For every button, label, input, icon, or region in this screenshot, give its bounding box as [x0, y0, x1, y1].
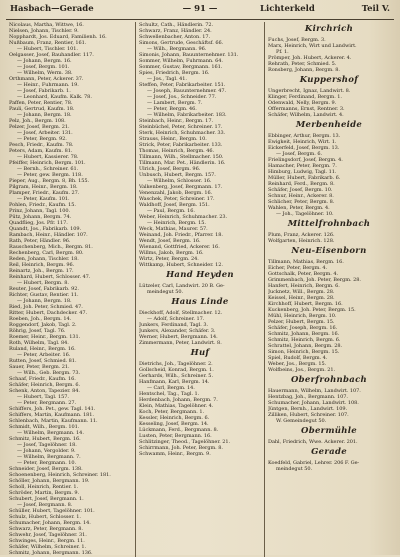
header-right-title: Lichterkeld [260, 4, 315, 14]
directory-entry: Schoenenberg, Heinrich, Schreiner. 181. [9, 472, 111, 478]
directory-entry: Ruland, Heinr., Bergm. 16. [9, 346, 76, 352]
directory-entry: — Leonhard, Kaufm. Kalk. 78. [17, 94, 92, 100]
directory-entry: Valkenberg, Josef, Bergmann. 17. [139, 184, 223, 190]
directory-entry: Roeben, Joh., Bergm. 14. [9, 316, 72, 322]
directory-entry: Hentzbag, Joh., Bergmann. 107. [268, 394, 348, 400]
directory-entry: — Josef, Tagelöhner. 18. [17, 442, 77, 448]
directory-entry: Lusten, Peter, Bergmann. 16. [139, 433, 212, 439]
directory-entry: Schäfer, Josef, Bergm. 10. [268, 187, 333, 193]
directory-entry: Kessler, Heinrich, Bergm. 6. [139, 415, 210, 421]
directory-entry: Schmitz, Johann, Bergm. 16. [268, 331, 340, 337]
directory-entry: Ritter, Hubert, Dachdecker. 47. [9, 310, 88, 316]
directory-entry: Pelz, Joh., Bergm. 108. [9, 118, 66, 124]
section-heading: Merbenheide [295, 120, 363, 130]
directory-entry: Richter, Gustav, Rentier. 11. [9, 292, 79, 298]
directory-entry: Pelzer, Josef, Bergm. 21. [9, 124, 70, 130]
directory-entry: Odenwald, Nelly, Bergm. 9. [268, 100, 337, 106]
directory-entry: Keissel, Heinr., Bergm. 28. [268, 295, 335, 301]
directory-entry: Strauss, Heinr., Bergm. 10. [139, 136, 207, 142]
directory-entry: Roemer, Heinr., Bergm. 131. [9, 334, 81, 340]
directory-entry: Strick, Peter, Fabrikarbeiter. 133. [139, 142, 223, 148]
directory-entry: Tillmann, Mathias, Bergm. 16. [268, 259, 344, 265]
directory-entry: Schöller, Johann, Bergmann. 19. [9, 478, 90, 484]
directory-entry: Jucknetz, Will., Bergm. 28. [268, 289, 335, 295]
directory-entry: — Hubert, Tischler. 101. [17, 46, 78, 52]
directory-entry: — Wilhelm, Bergmann. 14. [17, 430, 84, 436]
directory-entry: Kuckenberg, Joh. Peter, Bergm. 15. [268, 307, 356, 313]
directory-entry: Schrattel, Johann, Bergm. 28. [268, 343, 343, 349]
directory-entry: Prinz, Johann, Tagl. 100. [9, 208, 71, 214]
directory-entry: Nielsen, Johann, Tischler. 9. [9, 28, 79, 34]
directory-entry: Schwehr, Josef, Tagelöhner. 31. [9, 532, 87, 538]
directory-entry: — Johann, Bergm. 18. [17, 112, 72, 118]
directory-entry: — Bernh., Schreiner. 61. [17, 166, 79, 172]
directory-entry: — Josef, Bergm. 6. [276, 151, 322, 157]
page-header [6, 4, 394, 20]
directory-entry: Ungerbrecht, Ignaz, Landwirt. 8. [268, 88, 351, 94]
directory-entry: Waschek, Peter, Schreiner. 17. [139, 196, 215, 202]
directory-entry: Waldhoff, Josef, Bergm. 151. [139, 202, 210, 208]
directory-entry: Lützeler, Carl, Landwirt. 20 B. Ge- [139, 283, 225, 289]
directory-entry: Steffen, Peter, Fabrikarbeiter. 151. [139, 82, 226, 88]
directory-entry: — Johann, Bergm. 16. [17, 58, 72, 64]
directory-entry: — Josef, Fabrikarb. 1. [17, 88, 71, 94]
directory-entry: Sommer, Gustav, Bergmann. 161. [139, 64, 223, 70]
directory-entry: Schlicher, Peter, Bergm. 8. [268, 199, 335, 205]
directory-entry: Sauer, Peter, Bergm. 21. [9, 364, 70, 370]
directory-entry: Rauschenberg, Mich., Bergm. 81. [9, 244, 93, 250]
directory-entry: — Josef, Jos., Schneider. 77. [147, 94, 217, 100]
directory-entry: — Carl, Bergm. 14. [147, 385, 195, 391]
directory-entry: Hanfmann, Karl, Bergm. 14. [139, 379, 210, 385]
directory-entry: Mühl, Heinrich, Bergm. 10. [268, 313, 337, 319]
directory-entry: Marx, Heinrich, Wirt und Landwirt. [268, 43, 357, 49]
directory-entry: Junkers, Ferdinand, Tagl. 3. [139, 322, 208, 328]
directory-entry: Schäfer, Wilhelm, Landwirt. 4. [268, 112, 344, 118]
directory-entry: Schenk, Anton, Tapezier. 84. [9, 388, 80, 394]
section-heading: Kirchrich [304, 24, 354, 34]
directory-entry: Nicolaus, Martha, Wittwe, 16. [9, 22, 84, 28]
directory-entry: Weinand, Joh. Friedr., Pfarrer. 18. [139, 232, 223, 238]
directory-entry: Simonis, Johann, Bauunternehmer. 131. [139, 52, 239, 58]
header-right [260, 4, 390, 14]
directory-entry: Schüller, Hubert, Tagelöhner. 101. [9, 508, 95, 514]
directory-entry: — Lambert, Bergm. 7. [147, 100, 203, 106]
section-heading: Obermühle [301, 426, 357, 436]
directory-entry: Schubert, Josef, Bergmann. 1. [9, 496, 84, 502]
directory-entry: Ried, Joh. Peter, Schmied. 47. [9, 304, 83, 310]
directory-entry: — Peter, Arbeiter. 16. [17, 352, 71, 358]
directory-entry: Wolfgarten, Heinrich. 128. [268, 238, 335, 244]
directory-entry: Reinartz, Joh., Bergm. 17. [9, 268, 74, 274]
directory-entry: Wahlen, Peter, Bergm. 4. [268, 205, 330, 211]
directory-entry: Schmitz, Hubert, Bergm. 16. [9, 436, 81, 442]
directory-entry: — Peter, Bergm. 92. [17, 136, 67, 142]
section-heading: Gerade [311, 447, 347, 457]
directory-entry: Rehrath, Peter, Schmied. 5. [268, 61, 337, 67]
directory-entry: — Hubert, Bergm. 8. [17, 280, 69, 286]
directory-entry: Schwarz, Franz, Händler. 24. [139, 28, 212, 34]
directory-entry: Roth, Wilhelm, Tagl. 84. [9, 340, 69, 346]
directory-entry: Frielingsdorf, Josef, Bergm. 4. [268, 157, 343, 163]
directory-entry: Rechenberg, Carl, Bergm. 80. [9, 250, 84, 256]
directory-entry: — Wilhelm, Fabrikarbeiter. 183. [147, 112, 227, 118]
directory-entry: — Joseph, Bauunternehmer. 47. [147, 88, 227, 94]
directory-entry: Schmitz, Johann, Bergmann. 136. [9, 550, 93, 556]
directory-entry: Steinbüchel, Peter, Schreiner. 17. [139, 124, 223, 130]
directory-entry: Zimmermann, Peter, Landwirt. 8. [139, 340, 222, 346]
directory-entry: — Hubert, Tagl. 157. [17, 394, 69, 400]
directory-entry: — Josef, Arbeiter. 131. [17, 130, 73, 136]
directory-entry: Eicher, Peter, Bergm. 4. [268, 265, 328, 271]
directory-entry: Gerhards, Wilh., Schreiner. 5. [139, 373, 213, 379]
directory-entry: Pesch, Friedr., Kaufm. 78. [9, 142, 74, 148]
directory-entry: Wendt, Josef, Bergm. 16. [139, 238, 201, 244]
directory-entry: Schlenbach, Martin, Kaufmann. 11. [9, 418, 98, 424]
section-heading: Kuppershof [299, 75, 359, 85]
directory-entry: Müller, Hubert, Fabrikarb. 6. [268, 175, 341, 181]
directory-entry: — Hubert, Kassierer. 78. [17, 154, 79, 160]
directory-entry: Nußbaum, Franz, Rentier, 161. [9, 40, 87, 46]
header-part: Teil V. [361, 4, 390, 14]
directory-entry: Himburg, Ludwig, Tagl. 11. [268, 169, 337, 175]
directory-entry: Tillmann, Wilh., Stellmacher. 150. [139, 154, 224, 160]
directory-entry: Rutten, Josef, Schmied. 81. [9, 358, 77, 364]
directory-entry: Thomas, Heinrich, Bergm. 46. [139, 148, 215, 154]
directory-entry: Prömper, Joh. Hubert, Ackerer. 4. [268, 55, 352, 61]
directory-entry: — Josef, Bergmann. 8. [17, 502, 73, 508]
directory-entry: Dietrichs, Joh., Tagelöhner. 2. [139, 361, 213, 367]
directory-entry: Kesseling, Josef, Bergm. 14. [139, 421, 209, 427]
directory-entry: Junkers, Alexander, Schäfer. 3. [139, 328, 216, 334]
directory-entry: Kirchhoff, Hubert, Bergm. 16. [268, 301, 343, 307]
section-heading: Oberfrohnbach [290, 375, 368, 385]
directory-entry: Reden, Johann, Tischler. 18. [9, 256, 79, 262]
directory-entry: Simons, Gertrude, Geschäftsf. 66. [139, 40, 224, 46]
directory-entry: Schmitz, Heinrich, Bergm. 6. [268, 337, 341, 343]
columns [6, 22, 394, 557]
directory-entry: — Peter, Bergmann. 27. [17, 400, 77, 406]
directory-entry: Hanfert, Heinrich, Bergm. 6. [268, 283, 340, 289]
directory-entry: Schäfer, Joseph, Bergm. 16. [268, 325, 338, 331]
directory-entry: Gottschalk, Peter, Bergm. 4. [268, 271, 338, 277]
directory-entry: Schwinges, Heinr., Bergm. 11. [9, 538, 85, 544]
directory-entry: Nopphardt, Jos. Eduard, Familienh. 16. [9, 34, 107, 40]
directory-entry: Eickerfeld, Josef, Bergm. 13. [268, 145, 340, 151]
directory-entry: Schäfer, Heinrich, Bergm. 6. [9, 382, 81, 388]
directory-entry: Pf. 1. [276, 49, 289, 55]
directory-entry: Hentschel, Tag., Tagl. 1. [139, 391, 200, 397]
directory-entry: — Paul, Bergm. 16. [147, 208, 195, 214]
directory-entry: — Peter, gew. Bergm. 118. [17, 172, 83, 178]
directory-entry: Pauli, Gertrud, Kaufm. 18. [9, 106, 75, 112]
directory-entry: Koedfeld, Gabriel, Lehrer. 206 F. Ge- [268, 460, 360, 466]
directory-entry: Roggendorf, Jakob, Tagl. 2. [9, 322, 77, 328]
directory-entry: meindegut 50. [276, 466, 313, 472]
directory-entry: Peters, Adam, Kaufm. 81. [9, 148, 73, 154]
directory-entry: Sommer, Wilhelm, Fuhrmann. 64. [139, 58, 223, 64]
column-3 [264, 22, 393, 557]
directory-entry: Zilliken, Hubert, Schreiner. 107. [268, 412, 349, 418]
directory-entry: Scholl, Heinrich, Rentier. 1. [9, 484, 79, 490]
directory-entry: — Peter, Bergmann. 10. [17, 460, 77, 466]
column-1 [6, 22, 135, 557]
directory-entry: Hamacher, Peter, Bergm. 7. [268, 163, 337, 169]
directory-entry: Wirtz, Peter, Bergm. 24. [139, 256, 199, 262]
directory-entry: — Joh., Tagelöhner. 10. [276, 211, 334, 217]
page-number: — 91 — [182, 4, 218, 14]
directory-entry: Schulz, Hubert, Schlosser. 1. [9, 514, 81, 520]
directory-entry: Reil, Heinrich, Bergm. 96. [9, 262, 75, 268]
section-heading: Huf [190, 348, 210, 358]
section-heading: Hand Heyden [166, 270, 234, 280]
directory-entry: Hauermann, Wilhelm, Landwirt. 107. [268, 388, 361, 394]
directory-entry: Venenzahl, Jakob, Bergm. 16. [139, 190, 213, 196]
directory-entry: Klinger, Ferdinand, Bergm. 1. [268, 94, 342, 100]
directory-entry: — Wilhelm, Schlosser. 16. [147, 178, 212, 184]
directory-entry: Tillmann, Mar. Pet., Händlerin. 16. [139, 160, 226, 166]
directory-entry: Schiffers, Joh. Pet., gew. Tagl. 141. [9, 406, 96, 412]
directory-entry: Reinhard, Hubert, Schlosser. 47. [9, 274, 91, 280]
directory-entry: Orthmann, Peter, Ackerer. 37. [9, 76, 84, 82]
directory-entry: Schröder, Martin, Bergm. 9. [9, 490, 80, 496]
directory-entry: meindegut 50. [147, 289, 184, 295]
directory-entry: — Wilhelm, Bergmann. 7. [17, 454, 81, 460]
directory-entry: Schumacher, Johann, Bergm. 14. [9, 520, 91, 526]
directory-entry: Pelzer, Hubert, Bergm. 15. [268, 319, 335, 325]
directory-entry: Schirrmann, Joh. Peter, Bergm. 8. [139, 445, 223, 451]
directory-entry: Spies, Friedrich, Bergm. 16. [139, 70, 210, 76]
directory-entry: Pfeiffer, Heinrich, Bergm. 101. [9, 160, 86, 166]
section-heading: Haus Linde [171, 297, 229, 307]
directory-entry: — Jos., Tagl. 41. [147, 76, 187, 82]
directory-entry: Wittkamp, Hubert, Schneider. 12. [139, 262, 223, 268]
directory-entry: Unbusch, Hubert, Bergm. 157. [139, 172, 216, 178]
directory-entry: Pohlen, Friedr., Kaufm. 15. [9, 202, 76, 208]
directory-entry: — Peter, Kaufm. 101. [17, 196, 70, 202]
directory-entry: Jüntgen, Bernh., Landwirt. 109. [268, 406, 348, 412]
directory-entry: Schäfer, Wilhelm, Schreiner. 1. [9, 544, 87, 550]
directory-entry: Schaaf, Friedr., Kaufm. 16. [9, 376, 76, 382]
directory-entry: Weber, Heinrich, Schuhmacher. 23. [139, 214, 228, 220]
directory-entry: Gollscheid, Konrad, Bergm. 1. [139, 367, 214, 373]
directory-entry: Schumacher, Johann, Landwirt. 108. [268, 400, 359, 406]
section-heading: Mittelfrohnbach [287, 219, 371, 229]
directory-entry: — Wilhelm, Werm. 38. [17, 70, 73, 76]
directory-entry: Weck, Mathias, Maurer. 57. [139, 226, 208, 232]
directory-entry: Wienand, Gottfried, Ackerer. 16. [139, 244, 220, 250]
directory-entry: Sterk, Heinrich, Schuhmacher. 33. [139, 130, 226, 136]
directory-entry: Quandt, Jos., Fabrikarb. 109. [9, 226, 82, 232]
directory-entry: Schmidt, Wilh., Bergm. 101. [9, 424, 80, 430]
directory-entry: Grimmenbach, Joh. Peter, Bergm. 28. [268, 277, 361, 283]
directory-entry: Schwarz, Peter, Bergmann. 8. [9, 526, 83, 532]
directory-entry: Schlitzinger, Theod., Tagelöhner. 21. [139, 439, 230, 445]
directory-entry: Simon, Heinrich, Bergm. 15. [268, 349, 340, 355]
directory-entry: Paffen, Peter, Rentier, 78. [9, 100, 73, 106]
directory-entry: Reuter, Josef, Fabrikarb. 92. [9, 286, 79, 292]
directory-entry: Schultz, Cath., Händlerin. 72. [139, 22, 214, 28]
directory-entry: Pieper, Aug., Bergm. 8, Bh. 155. [9, 178, 90, 184]
directory-entry: Werner, Hubert, Bergmann. 14. [139, 334, 218, 340]
directory-entry: Rath, Peter, Händler. 96. [9, 238, 71, 244]
directory-entry: — Peter, Bergm. 46. [147, 106, 197, 112]
directory-entry: Dahl, Friedrich, Wwe. Ackerer. 201. [268, 439, 358, 445]
directory-entry: Dieckhoff, Adolf, Stellmacher. 12. [139, 310, 223, 316]
directory-entry: Ebbinger, Arthur, Bergm. 13. [268, 133, 341, 139]
directory-entry: — Wilh., Geb. Bergm. 73. [17, 370, 81, 376]
directory-entry: Offermanns, Ernst, Rentner. 3. [268, 106, 345, 112]
directory-entry: Koch, Peter, Bergmann. 1. [139, 409, 204, 415]
directory-entry: Rambach, Heinr., Händler. 107. [9, 232, 88, 238]
directory-entry: — Heinrich, Bergm. 15. [147, 220, 206, 226]
directory-entry: W. Gemeindegut 50. [276, 418, 327, 424]
directory-entry: — Heinr., Fuhrmann. 19. [17, 82, 79, 88]
directory-entry: Ewigkeit, Heinrich, Wirt. 1. [268, 139, 337, 145]
directory-entry: Schwamm, Heinr., Bergm. 9. [139, 451, 211, 457]
directory-entry: Schnur, Heinr., Ackerer. 8. [268, 193, 334, 199]
directory-entry: Pütz, Johann, Bergm. 74. [9, 214, 72, 220]
directory-entry: Reinhard, Ferd., Bergm. 8. [268, 181, 335, 187]
directory-entry: — Johann, Bergm. 18. [17, 298, 72, 304]
directory-entry: — Josef, Bergm. 101. [17, 64, 70, 70]
directory-entry: Ulrich, Josef, Bergm. 96. [139, 166, 201, 172]
directory-entry: — Wilh., Bergmann. 96. [147, 46, 207, 52]
directory-entry: Willms, Jakob, Bergm. 16. [139, 250, 204, 256]
directory-entry: Oelgasser, Josef, Bauhandler. 117. [9, 52, 94, 58]
directory-entry: Weber, Jos., Bergm. 15. [268, 361, 327, 367]
directory-entry: Spiel, Rudolf, Bergm. 4. [268, 355, 328, 361]
directory-entry: Plum, Franz, Ackerer. 126. [268, 232, 335, 238]
directory-entry: — Johann, Vergolder. 9. [17, 448, 76, 454]
directory-entry: Röhrig, Josef, Tagl. 76. [9, 328, 66, 334]
column-2 [135, 22, 264, 557]
directory-entry: Lückmann, Ferd., Bergmann. 8. [139, 427, 219, 433]
directory-entry: Schiffers, Martin, Kaufmann. 181. [9, 412, 94, 418]
directory-entry: Fuchs, Josef, Bergm. 3. [268, 37, 326, 43]
directory-entry: — Adolf, Schreiner. 17. [147, 316, 205, 322]
directory-entry: Ronsberg, Johann, Bergm. 8. [268, 67, 340, 73]
directory-entry: Steinbach, Heinr., Bergm. 17. [139, 118, 213, 124]
directory-entry: Herdenbach, Johann, Bergm. 7. [139, 397, 218, 403]
header-left-title: Hasbach—Gerade [10, 4, 94, 14]
directory-entry: Plamper, Friedr., Kaufm. 27. [9, 190, 80, 196]
directory-entry: Schneider, Josef, Bergm. 138. [9, 466, 83, 472]
directory-entry: Wolfbeins, Jos., Bergm. 21. [268, 367, 336, 373]
directory-entry: Pilgram, Heinr., Bergm. 18. [9, 184, 78, 190]
directory-entry: Klein, Mathias, Tagelöhner. 4. [139, 403, 214, 409]
directory-entry: Schwellenbacher, Anton. 17. [139, 34, 211, 40]
section-heading: Neu-Eisenborn [291, 246, 367, 256]
directory-entry: Quadflieg, Jos. Pfr. 117. [9, 220, 68, 226]
